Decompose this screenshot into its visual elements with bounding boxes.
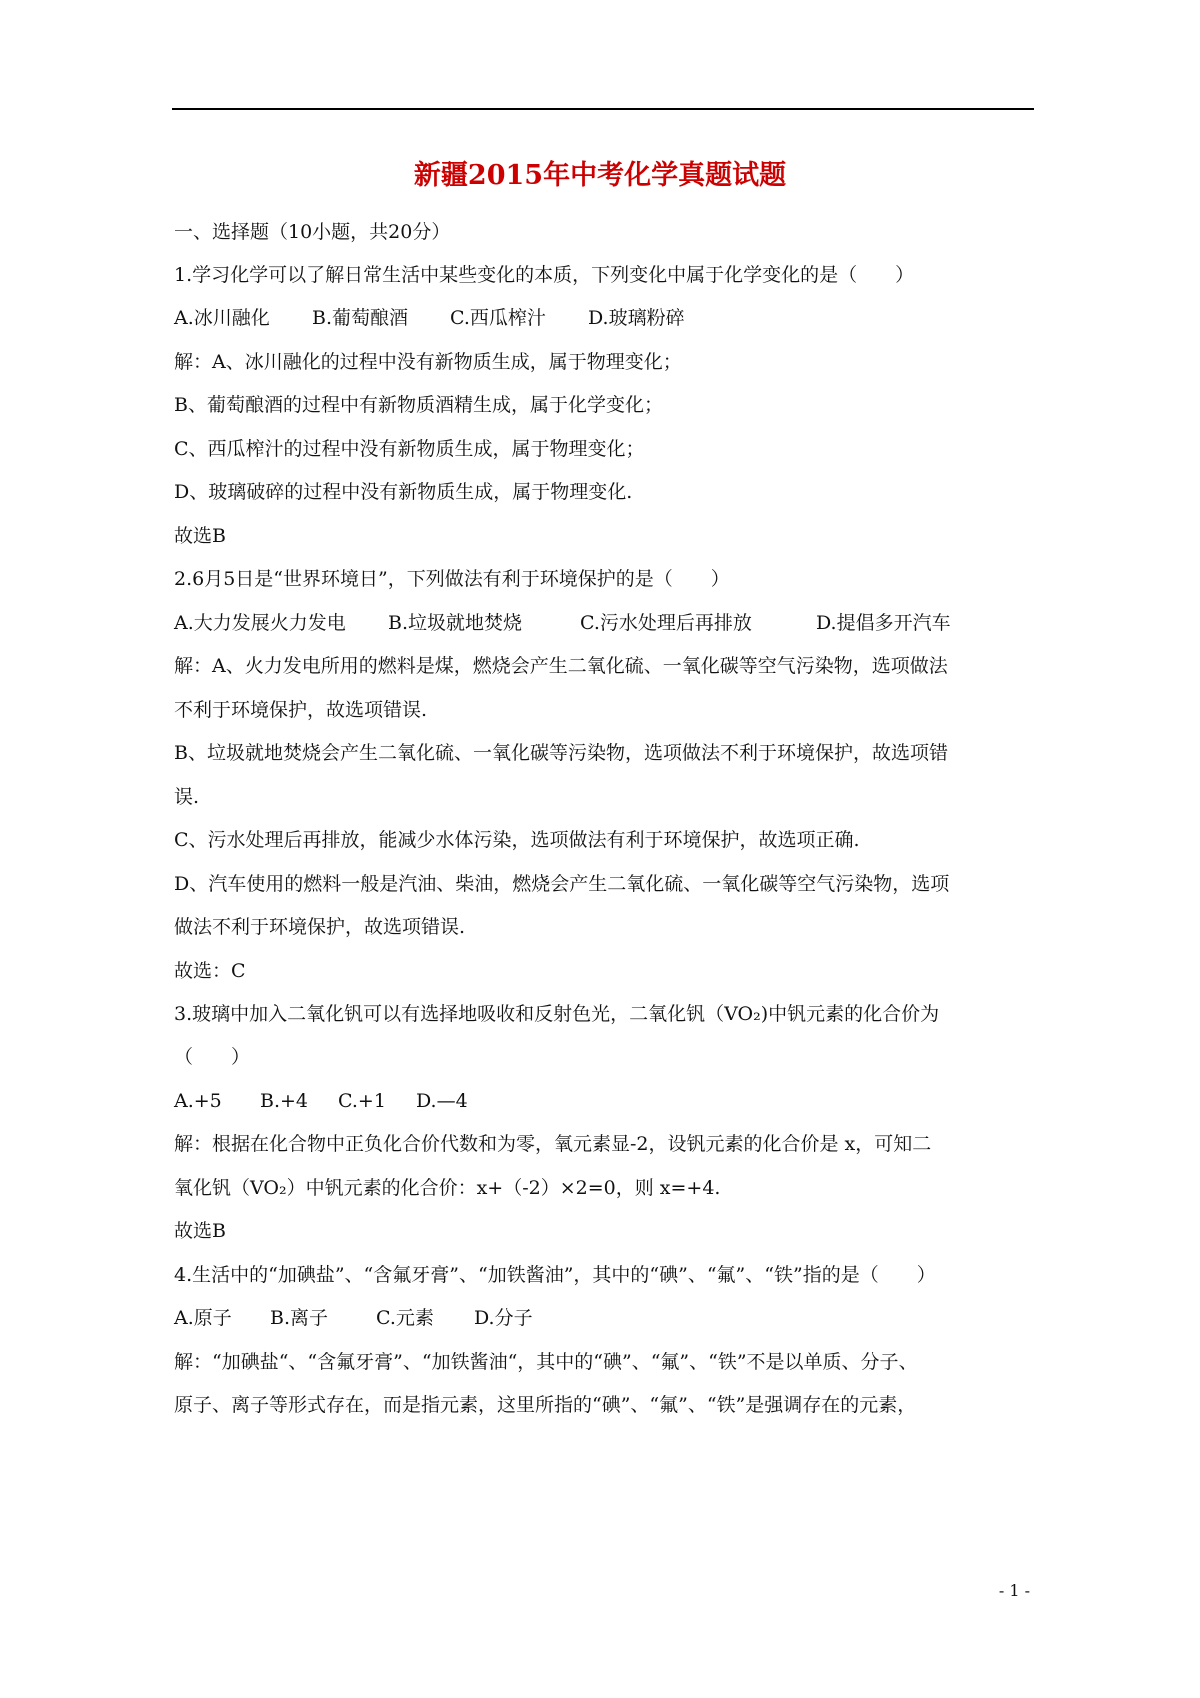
solution-line: D、汽车使用的燃料一般是汽油、柴油，燃烧会产生二氧化硫、一氧化碳等空气污染物，选项 (174, 873, 950, 895)
option-b: B.离子 (270, 1307, 329, 1329)
answer-line: 故选B (174, 525, 226, 547)
option-c: C.西瓜榨汁 (450, 307, 546, 329)
section-heading: 一、选择题（10小题，共20分） (174, 221, 451, 243)
solution-line: C、西瓜榨汁的过程中没有新物质生成，属于物理变化； (174, 438, 645, 460)
page-number: - 1 - (998, 1581, 1030, 1600)
option-a: A.大力发展火力发电 (174, 612, 346, 634)
option-d: D.—4 (416, 1090, 468, 1112)
header-rule (172, 108, 1034, 110)
solution-line: C、污水处理后再排放，能减少水体污染，选项做法有利于环境保护，故选项正确. (174, 829, 860, 851)
solution-line: D、玻璃破碎的过程中没有新物质生成，属于物理变化. (174, 481, 633, 503)
question-2-options (174, 609, 1030, 637)
solution-line: B、垃圾就地焚烧会产生二氧化硫、一氧化碳等污染物，选项做法不利于环境保护，故选项错 (174, 742, 948, 764)
question-2-stem: 2.6月5日是“世界环境日”，下列做法有利于环境保护的是（ ） (174, 568, 730, 590)
option-b: B.垃圾就地焚烧 (388, 612, 523, 634)
option-c: C.元素 (376, 1307, 434, 1329)
solution-line: B、葡萄酿酒的过程中有新物质酒精生成，属于化学变化； (174, 394, 663, 416)
solution-line: 误. (174, 786, 200, 808)
question-4-stem: 4.生活中的“加碘盐”、“含氟牙膏”、“加铁酱油”，其中的“碘”、“氟”、“铁”指的是（ ） (174, 1264, 936, 1286)
solution-line: 氧化钒（VO₂）中钒元素的化合价：x+（-2）×2=0，则 x=+4. (174, 1177, 721, 1199)
option-b: B.+4 (260, 1090, 309, 1112)
option-a: A.冰川融化 (174, 307, 270, 329)
solution-line: 解：A、冰川融化的过程中没有新物质生成，属于物理变化； (174, 351, 682, 373)
option-a: A.+5 (174, 1090, 222, 1112)
solution-line: 解：A、火力发电所用的燃料是煤，燃烧会产生二氧化硫、一氧化碳等空气污染物，选项做法 (174, 655, 948, 677)
option-d: D.玻璃粉碎 (588, 307, 685, 329)
answer-line: 故选：C (174, 960, 246, 982)
option-b: B.葡萄酿酒 (312, 307, 409, 329)
option-c: C.+1 (338, 1090, 386, 1112)
question-4-options (174, 1304, 1030, 1332)
option-d: D.提倡多开汽车 (816, 612, 951, 634)
option-c: C.污水处理后再排放 (580, 612, 752, 634)
question-3-stem: 3.玻璃中加入二氧化钒可以有选择地吸收和反射色光，二氧化钒（VO₂)中钒元素的化合价为 (174, 1003, 940, 1025)
question-1-stem: 1.学习化学可以了解日常生活中某些变化的本质，下列变化中属于化学变化的是（ ） (174, 264, 915, 286)
option-d: D.分子 (474, 1307, 533, 1329)
question-3-stem: （ ） (174, 1046, 251, 1068)
answer-line: 故选B (174, 1220, 226, 1242)
option-a: A.原子 (174, 1307, 232, 1329)
question-3-options (174, 1087, 1030, 1115)
document-title: 新疆2015年中考化学真题试题 (413, 160, 787, 191)
solution-line: 不利于环境保护，故选项错误. (174, 699, 428, 721)
solution-line: 做法不利于环境保护，故选项错误. (174, 916, 466, 938)
solution-line: 解：根据在化合物中正负化合价代数和为零，氧元素显-2，设钒元素的化合价是 x，可知二 (174, 1133, 932, 1155)
solution-line: 解：“加碘盐“、“含氟牙膏”、“加铁酱油“，其中的“碘”、“氟”、“铁”不是以单质、分子、 (174, 1351, 918, 1373)
solution-line: 原子、离子等形式存在，而是指元素，这里所指的“碘”、“氟”、“铁”是强调存在的元素， (174, 1394, 917, 1416)
question-1-options (174, 304, 1030, 332)
